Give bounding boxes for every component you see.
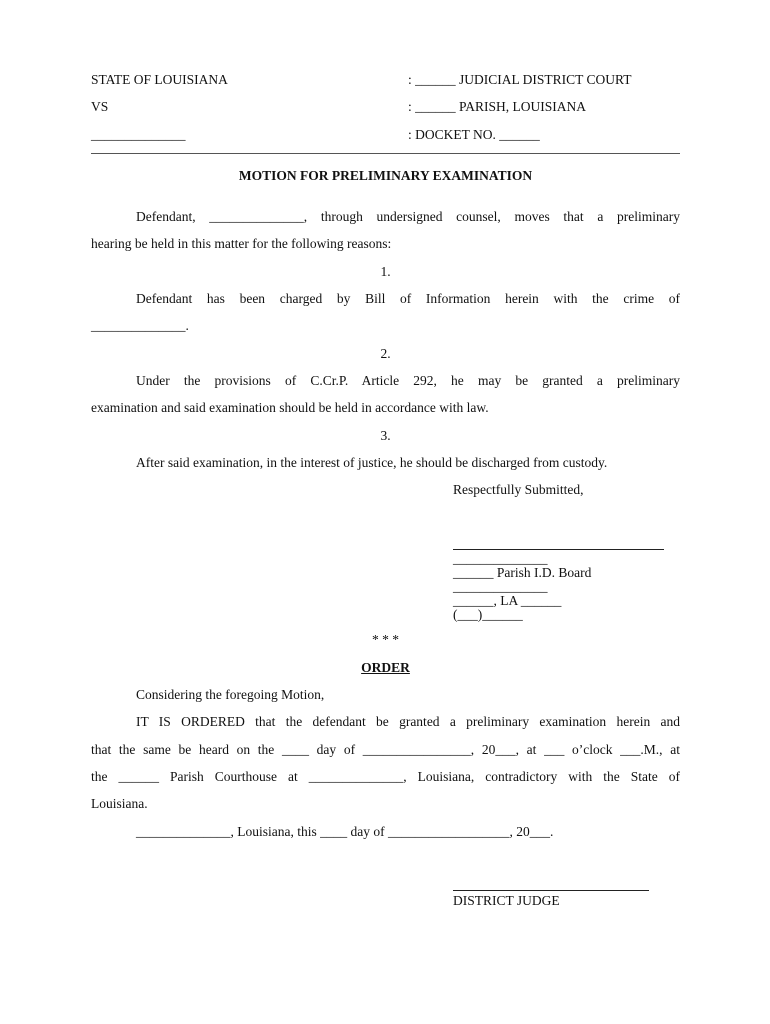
item-1-line1: Defendant has been charged by Bill of Information herein with the crime of: [136, 291, 680, 306]
item-3-line1: After said examination, in the interest of justice, he should be discharged from custody.: [136, 455, 608, 470]
item-number-2: 2.: [380, 346, 391, 361]
item-1-line2: ______________.: [91, 318, 189, 333]
caption-parish: : ______ PARISH, LOUISIANA: [408, 99, 587, 114]
item-2-line1: Under the provisions of C.Cr.P. Article 292, he may be granted a preliminary: [136, 373, 680, 388]
counsel-phone: (___)______: [453, 607, 523, 622]
item-2-line2: examination and said examination should be held in accordance with law.: [91, 400, 489, 415]
counsel-signature-line: [453, 549, 664, 550]
order-line2: that the same be heard on the ____ day of ________________, 20___, at ___ o’clock ___.M., at: [91, 742, 680, 757]
counsel-city: ______, LA ______: [453, 593, 562, 608]
caption-state: STATE OF LOUISIANA: [91, 72, 228, 87]
item-number-3: 3.: [380, 428, 391, 443]
order-title: ORDER: [361, 660, 410, 675]
counsel-board: ______ Parish I.D. Board: [453, 565, 592, 580]
section-separator: * * *: [372, 632, 399, 647]
caption-docket: : DOCKET NO. ______: [408, 127, 540, 142]
order-line4: Louisiana.: [91, 796, 148, 811]
motion-intro-line2: hearing be held in this matter for the following reasons:: [91, 236, 392, 251]
counsel-address-blank: ______________: [453, 579, 548, 594]
judge-signature-line: [453, 890, 649, 891]
caption-court: : ______ JUDICIAL DISTRICT COURT: [408, 72, 632, 87]
caption-divider: [91, 153, 680, 154]
motion-title: MOTION FOR PRELIMINARY EXAMINATION: [238, 168, 533, 183]
caption-defendant-blank: ______________: [91, 127, 186, 142]
counsel-name-blank: ______________: [453, 551, 548, 566]
item-number-1: 1.: [380, 264, 391, 279]
motion-intro-line1: Defendant, ______________, through undersigned counsel, moves that a preliminary: [136, 209, 680, 224]
caption-vs: VS: [91, 99, 109, 114]
judge-title: DISTRICT JUDGE: [453, 893, 560, 908]
order-line1: IT IS ORDERED that the defendant be granted a preliminary examination herein and: [136, 714, 680, 729]
respectfully-submitted: Respectfully Submitted,: [453, 482, 584, 497]
order-line3: the ______ Parish Courthouse at ______________, Louisiana, contradictory with the State of: [91, 769, 680, 784]
order-dated: ______________, Louisiana, this ____ day of __________________, 20___.: [136, 824, 554, 839]
order-considering: Considering the foregoing Motion,: [136, 687, 325, 702]
